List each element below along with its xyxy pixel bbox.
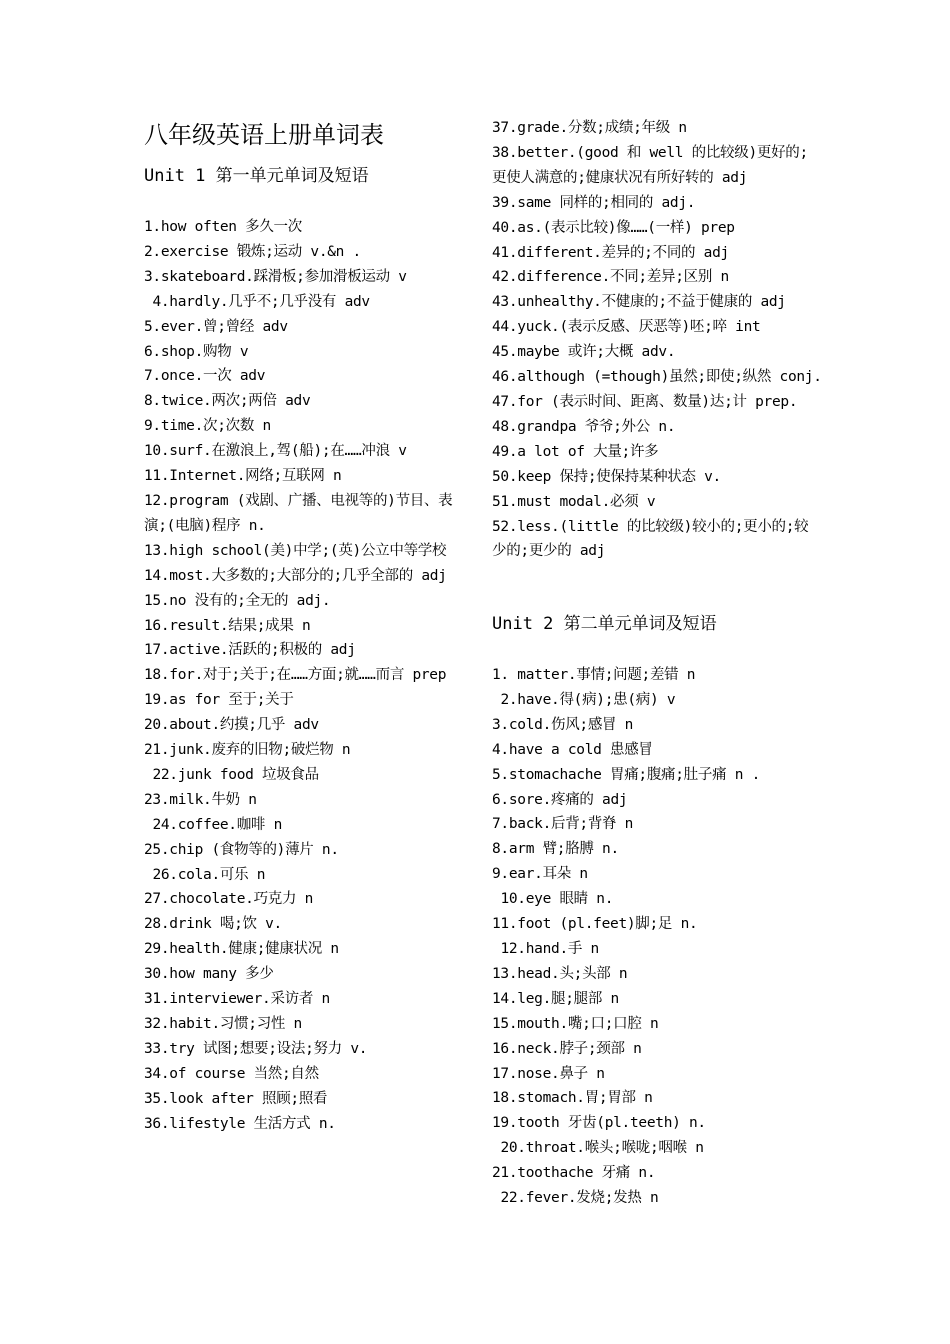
vocab-entry: 9.time.次;次数 n — [144, 418, 271, 435]
vocab-entry: 17.active.活跃的;积极的 adj — [144, 642, 356, 659]
vocab-entry: 19.as for 至于;关于 — [144, 692, 294, 709]
unit1-word-list — [144, 215, 474, 1137]
vocab-entry: 3.skateboard.踩滑板;参加滑板运动 v — [144, 268, 407, 285]
unit1-word-list-continued — [492, 116, 822, 564]
vocab-entry: 7.once.一次 adv — [144, 368, 266, 385]
vocab-entry: 12.program (戏剧、广播、电视等的)节目、表演;(电脑)程序 n. — [144, 492, 453, 534]
unit2-word-list — [492, 663, 822, 1211]
vocab-entry: 15.mouth.嘴;口;口腔 n — [492, 1015, 659, 1032]
vocab-entry: 51.must modal.必须 v — [492, 493, 656, 510]
vocab-entry: 1.how often 多久一次 — [144, 219, 302, 235]
vocab-entry: 16.result.结果;成果 n — [144, 617, 311, 634]
vocab-entry: 18.for.对于;关于;在……方面;就……而言 prep — [144, 667, 447, 684]
vocab-entry: 13.high school(美)中学;(英)公立中等学校 — [144, 542, 447, 559]
vocab-entry: 10.surf.在激浪上,驾(船);在……冲浪 v — [144, 443, 407, 460]
vocab-entry: 47.for (表示时间、距离、数量)达;计 prep. — [492, 393, 798, 410]
vocab-entry: 40.as.(表示比较)像……(一样) prep — [492, 219, 735, 236]
vocab-entry: 4.hardly.几乎不;几乎没有 adv — [144, 293, 370, 310]
vocab-entry: 27.chocolate.巧克力 n — [144, 891, 314, 908]
vocab-entry: 23.milk.牛奶 n — [144, 791, 257, 808]
vocab-entry: 46.although (=though)虽然;即使;纵然 conj. — [492, 369, 822, 386]
vocab-entry: 6.shop.购物 v — [144, 343, 249, 360]
vocab-entry: 2.have.得(病);患(病) v — [492, 691, 676, 708]
vocab-entry: 8.arm 臂;胳膊 n. — [492, 841, 619, 858]
vocab-entry: 41.different.差异的;不同的 adj — [492, 244, 729, 261]
vocab-entry: 35.look after 照顾;照看 — [144, 1090, 328, 1107]
vocab-entry: 25.chip (食物等的)薄片 n. — [144, 841, 339, 858]
vocab-entry: 9.ear.耳朵 n — [492, 866, 588, 883]
document-title: 八年级英语上册单词表 — [144, 121, 384, 149]
vocab-entry: 8.twice.两次;两倍 adv — [144, 393, 311, 410]
vocab-entry: 5.ever.曾;曾经 adv — [144, 318, 288, 335]
vocab-entry: 11.Internet.网络;互联网 n — [144, 468, 342, 485]
vocab-entry: 18.stomach.胃;胃部 n — [492, 1090, 653, 1107]
vocab-entry: 3.cold.伤风;感冒 n — [492, 716, 634, 733]
vocab-entry: 44.yuck.(表示反感、厌恶等)呸;啐 int — [492, 319, 761, 336]
vocab-entry: 17.nose.鼻子 n — [492, 1065, 605, 1082]
vocab-entry: 21.junk.废弃的旧物;破烂物 n — [144, 742, 351, 759]
vocab-entry: 16.neck.脖子;颈部 n — [492, 1040, 642, 1057]
vocab-entry: 6.sore.疼痛的 adj — [492, 791, 628, 808]
vocab-entry: 7.back.后背;背脊 n — [492, 816, 634, 833]
vocab-entry: 14.most.大多数的;大部分的;几乎全部的 adj — [144, 567, 447, 584]
vocab-entry: 32.habit.习惯;习性 n — [144, 1016, 302, 1032]
vocab-entry: 38.better.(good 和 well 的比较级)更好的;更使人满意的;健康状况有所好转的 adj — [492, 144, 808, 186]
vocab-entry: 11.foot (pl.feet)脚;足 n. — [492, 916, 698, 933]
vocab-entry: 34.of course 当然;自然 — [144, 1065, 319, 1082]
vocab-entry: 1. matter.事情;问题;差错 n — [492, 667, 696, 683]
vocab-entry: 30.how many 多少 — [144, 966, 274, 983]
vocab-entry: 15.no 没有的;全无的 adj. — [144, 592, 331, 609]
vocab-entry: 5.stomachache 胃痛;腹痛;肚子痛 n . — [492, 766, 760, 783]
vocab-entry: 21.toothache 牙痛 n. — [492, 1165, 656, 1182]
unit1-heading: Unit 1 第一单元单词及短语 — [144, 166, 369, 186]
vocab-entry: 39.same 同样的;相同的 adj. — [492, 194, 696, 211]
unit2-heading: Unit 2 第二单元单词及短语 — [492, 614, 717, 634]
vocab-entry: 20.about.约摸;几乎 adv — [144, 717, 319, 734]
vocab-entry: 14.leg.腿;腿部 n — [492, 990, 619, 1007]
vocab-entry: 48.grandpa 爷爷;外公 n. — [492, 418, 676, 435]
vocab-entry: 45.maybe 或许;大概 adv. — [492, 344, 676, 361]
vocab-entry: 13.head.头;头部 n — [492, 965, 628, 982]
vocab-entry: 49.a lot of 大量;许多 — [492, 443, 659, 460]
vocab-entry: 26.cola.可乐 n — [144, 866, 266, 883]
vocab-entry: 52.less.(little 的比较级)较小的;更小的;较少的;更少的 adj — [492, 518, 809, 560]
vocab-entry: 42.difference.不同;差异;区别 n — [492, 269, 729, 286]
vocab-entry: 4.have a cold 患感冒 — [492, 741, 653, 758]
vocab-entry: 31.interviewer.采访者 n — [144, 991, 330, 1008]
vocab-entry: 22.fever.发烧;发热 n — [492, 1190, 659, 1207]
vocab-entry: 29.health.健康;健康状况 n — [144, 941, 339, 958]
vocab-entry: 33.try 试图;想要;设法;努力 v. — [144, 1040, 368, 1057]
vocab-entry: 12.hand.手 n — [492, 940, 599, 957]
vocab-entry: 37.grade.分数;成绩;年级 n — [492, 120, 687, 136]
vocab-entry: 36.lifestyle 生活方式 n. — [144, 1115, 336, 1132]
vocab-entry: 24.coffee.咖啡 n — [144, 816, 282, 833]
vocab-entry: 50.keep 保持;使保持某种状态 v. — [492, 468, 721, 485]
vocab-entry: 43.unhealthy.不健康的;不益于健康的 adj — [492, 294, 786, 311]
vocab-entry: 10.eye 眼睛 n. — [492, 891, 614, 908]
vocab-entry: 20.throat.喉头;喉咙;咽喉 n — [492, 1140, 704, 1157]
vocab-entry: 2.exercise 锻炼;运动 v.&n . — [144, 243, 361, 260]
vocab-entry: 28.drink 喝;饮 v. — [144, 916, 282, 933]
vocab-entry: 22.junk food 垃圾食品 — [144, 766, 319, 783]
vocab-entry: 19.tooth 牙齿(pl.teeth) n. — [492, 1115, 706, 1132]
